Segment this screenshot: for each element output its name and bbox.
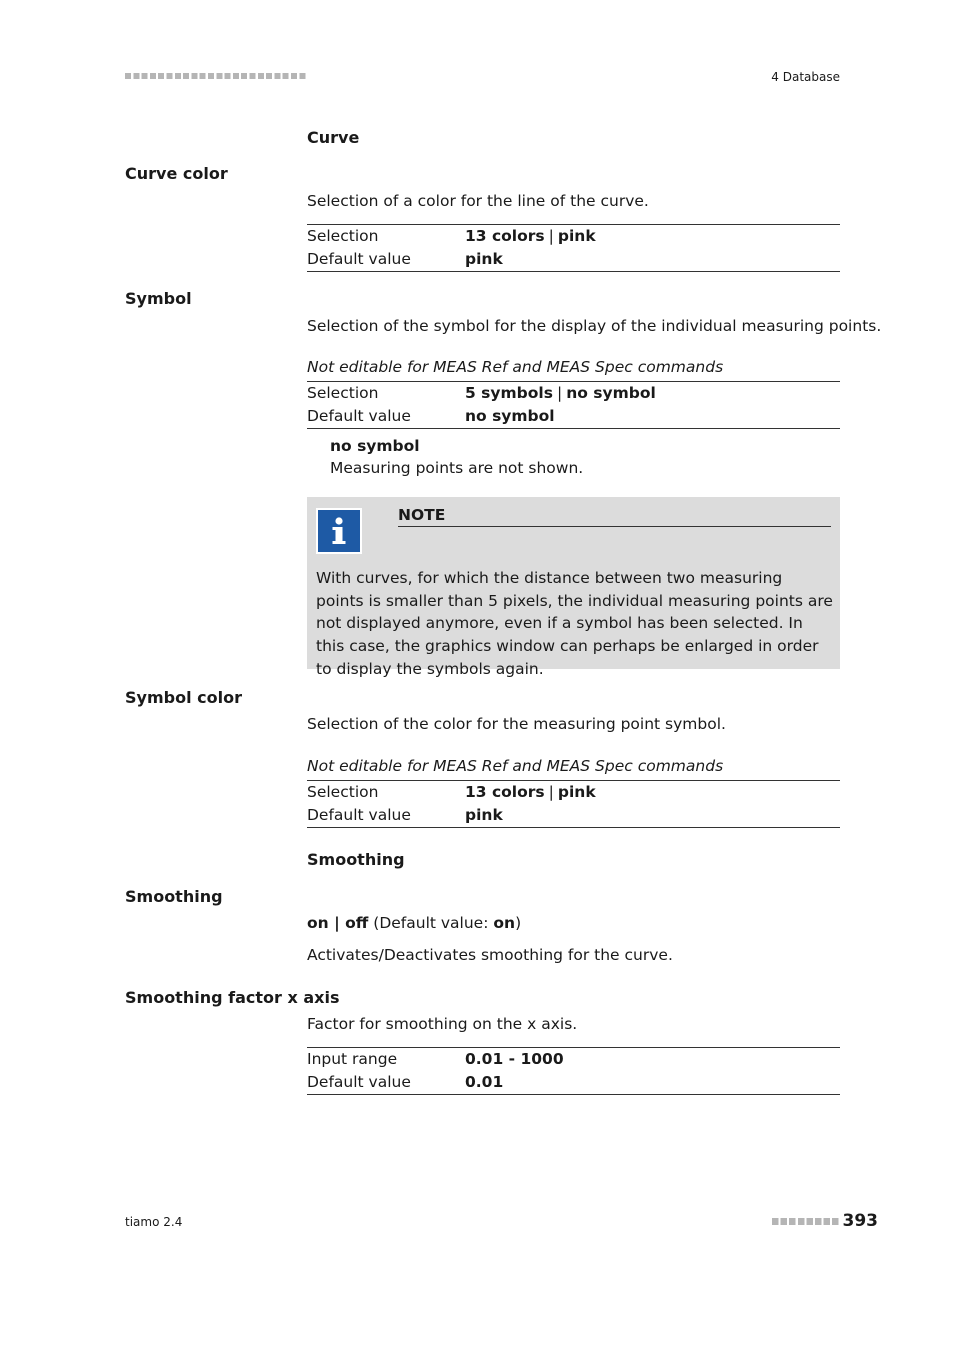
symbol-color-restriction-note: Not editable for MEAS Ref and MEAS Spec commands xyxy=(307,757,724,775)
param-smoothing: Smoothing xyxy=(125,887,223,906)
option-no-symbol: no symbol xyxy=(330,437,420,455)
table-row xyxy=(307,225,840,249)
param-curve-color: Curve color xyxy=(125,164,228,183)
table-row xyxy=(307,405,840,429)
table-value: pink xyxy=(465,806,503,824)
footer-product: tiamo 2.4 xyxy=(125,1215,183,1229)
info-icon xyxy=(316,508,362,554)
curve-color-table xyxy=(307,224,840,272)
symbol-color-table xyxy=(307,780,840,828)
table-row xyxy=(307,248,840,272)
param-symbol: Symbol xyxy=(125,289,192,308)
table-value: 0.01 xyxy=(465,1073,504,1091)
table-key: Selection xyxy=(307,783,379,801)
smoothing-factor-x-table xyxy=(307,1047,840,1095)
table-value: 13 colors | pink xyxy=(465,227,596,245)
table-row xyxy=(307,781,840,805)
table-value: no symbol xyxy=(465,407,555,425)
note-title: NOTE xyxy=(398,506,831,527)
table-key: Default value xyxy=(307,806,411,824)
option-no-symbol-description: Measuring points are not shown. xyxy=(330,459,584,477)
smoothing-values: on | off (Default value: on) xyxy=(307,914,522,932)
symbol-table xyxy=(307,381,840,429)
table-value: 0.01 - 1000 xyxy=(465,1050,564,1068)
table-row xyxy=(307,804,840,828)
table-value: 5 symbols | no symbol xyxy=(465,384,656,402)
table-key: Default value xyxy=(307,407,411,425)
table-row xyxy=(307,382,840,406)
symbol-description: Selection of the symbol for the display of the individual measuring points. xyxy=(307,317,882,335)
chapter-header: 4 Database xyxy=(771,70,840,84)
table-key: Default value xyxy=(307,250,411,268)
table-key: Input range xyxy=(307,1050,398,1068)
note-body: With curves, for which the distance between two measuring points is smaller than 5 pixels, the individual measuring points are not displayed anymore, even if a symbol has been selected. In this case, the graphics window can perhaps be enlarged in order to display the symbols again. xyxy=(316,569,833,678)
param-smoothing-factor-x: Smoothing factor x axis xyxy=(125,988,340,1007)
smoothing-factor-x-description: Factor for smoothing on the x axis. xyxy=(307,1015,578,1033)
section-title-curve: Curve xyxy=(307,128,360,147)
curve-color-description: Selection of a color for the line of the curve. xyxy=(307,192,649,210)
table-key: Selection xyxy=(307,384,379,402)
param-symbol-color: Symbol color xyxy=(125,688,242,707)
footer-decoration xyxy=(772,1218,840,1225)
table-row xyxy=(307,1048,840,1072)
table-value: 13 colors | pink xyxy=(465,783,596,801)
table-key: Default value xyxy=(307,1073,411,1091)
table-value: pink xyxy=(465,250,503,268)
symbol-restriction-note: Not editable for MEAS Ref and MEAS Spec commands xyxy=(307,358,724,376)
table-row xyxy=(307,1071,840,1095)
table-key: Selection xyxy=(307,227,379,245)
section-title-smoothing: Smoothing xyxy=(307,850,405,869)
page-number: 393 xyxy=(842,1211,878,1231)
header-decoration xyxy=(125,73,307,79)
symbol-color-description: Selection of the color for the measuring point symbol. xyxy=(307,715,726,733)
smoothing-description: Activates/Deactivates smoothing for the curve. xyxy=(307,946,673,964)
